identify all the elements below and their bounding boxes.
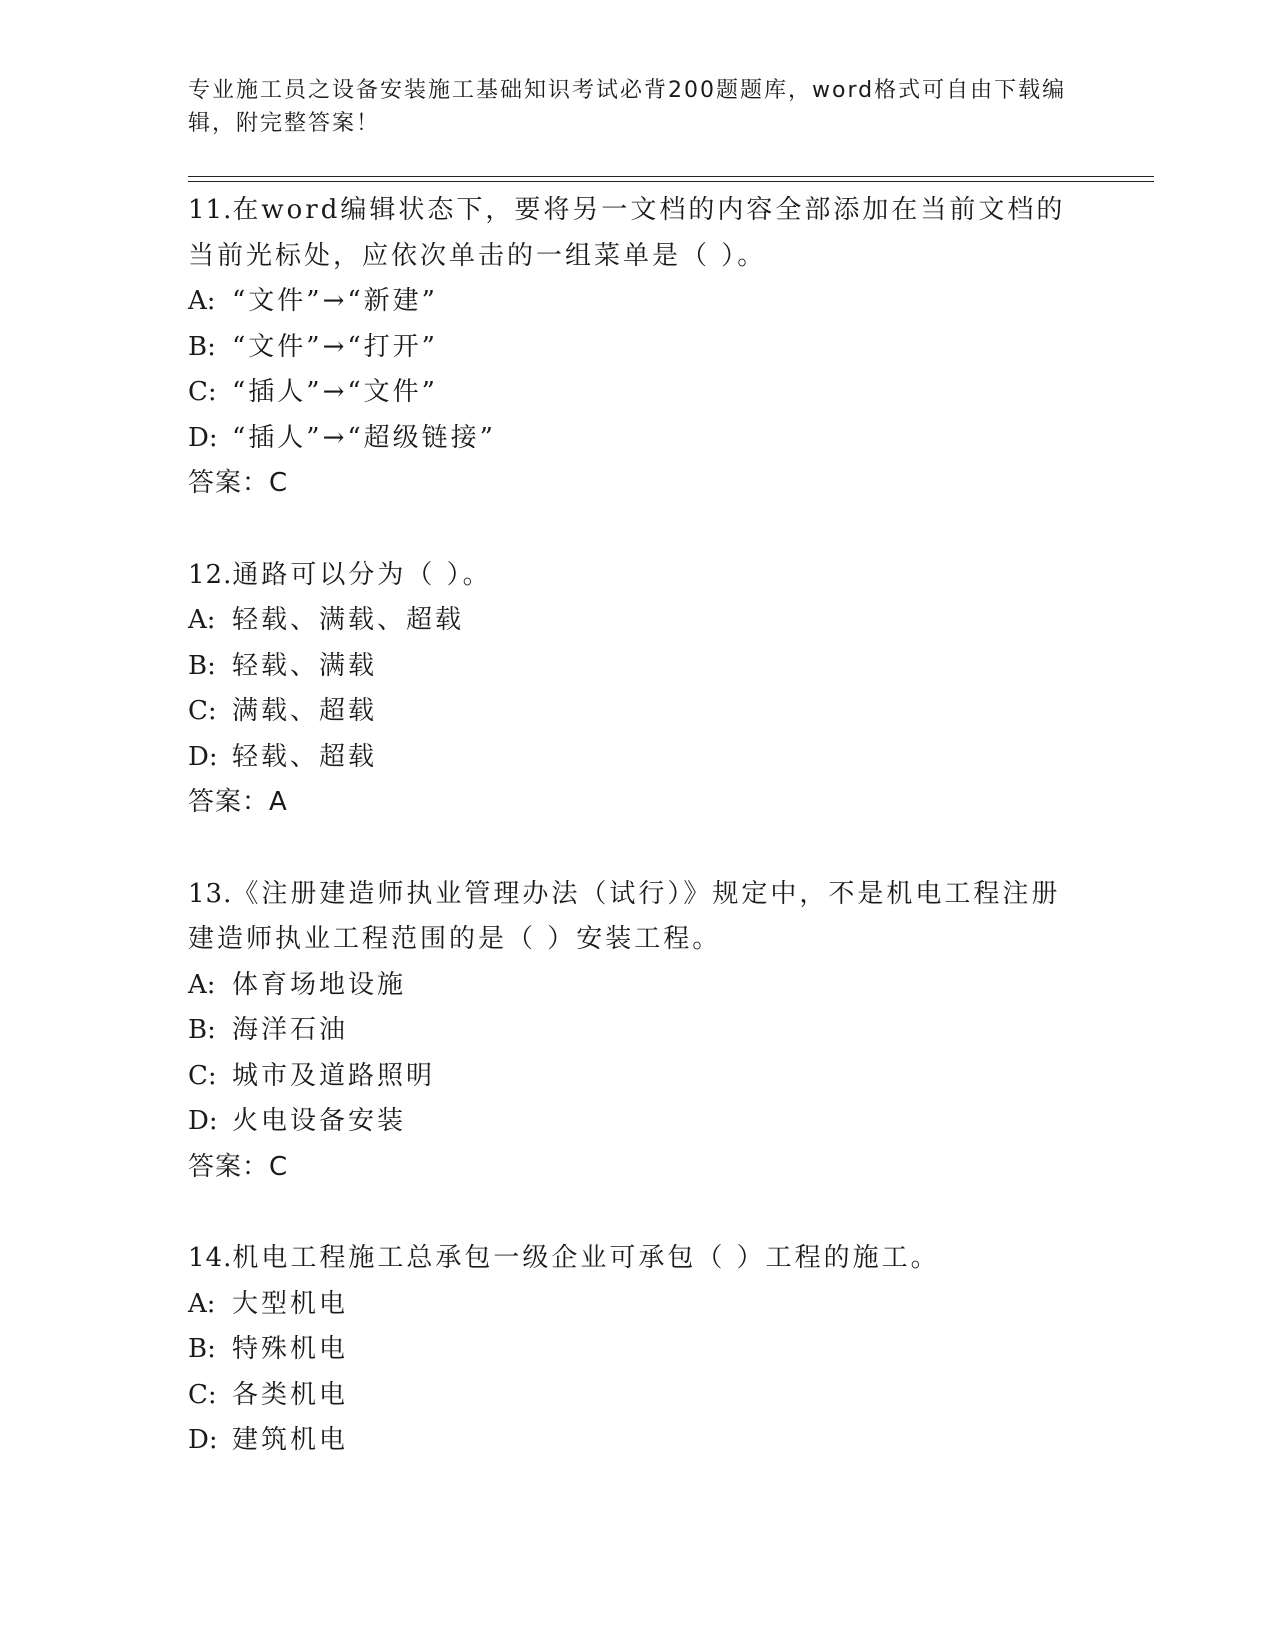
question-text: 《注册建造师执业管理办法（试行）》规定中，不是机电工程注册建造师执业工程范围的是（ ）安装工程。 [188,878,1061,954]
option-b [188,644,1088,690]
option-text: 满载、超载 [232,696,378,726]
option-text: 体育场地设施 [232,969,407,1000]
answer-line: 答案：A [188,787,288,817]
question-number: 11. [188,195,233,225]
option-letter: D: [188,422,218,453]
question-text: 通路可以分为（ ）。 [232,559,492,590]
option-a [188,963,1088,1009]
option-d [188,416,1088,462]
option-text: 轻载、满载 [232,650,378,681]
question-text: 在word编辑状态下，要将另一文档的内容全部添加在当前文档的当前光标处，应依次单击的一组菜单是（ ）。 [188,195,1066,271]
option-letter: C: [188,1060,217,1091]
header-divider-bottom [188,181,1154,182]
option-text: “插人”→“超级链接” [232,422,496,453]
option-c [188,689,1088,735]
question-12 [188,553,1088,826]
option-d [188,735,1088,781]
answer-line: 答案：C [188,468,289,498]
option-a [188,1282,1088,1328]
question-number: 14. [188,1243,233,1273]
option-letter: A: [188,605,216,635]
option-text: 轻载、满载、超载 [232,605,465,635]
option-letter: C: [188,377,217,407]
document-header [188,74,1068,140]
question-stem [188,872,1088,963]
option-c [188,1054,1088,1100]
option-letter: A: [188,286,216,316]
option-letter: B: [188,650,216,681]
option-c [188,370,1088,416]
answer-line: 答案：C [188,1151,289,1182]
option-text: 大型机电 [232,1288,349,1319]
option-b [188,325,1088,371]
option-letter: D: [188,1106,218,1136]
option-text: 建筑机电 [232,1425,349,1455]
question-text: 机电工程施工总承包一级企业可承包（ ）工程的施工。 [232,1243,940,1273]
question-number: 12. [188,559,233,590]
question-stem [188,188,1088,279]
option-text: 海洋石油 [232,1015,349,1045]
option-b [188,1327,1088,1373]
option-letter: B: [188,1015,216,1045]
header-divider-top [188,176,1154,177]
option-text: 城市及道路照明 [232,1060,436,1091]
question-14 [188,1236,1088,1464]
option-letter: B: [188,1334,216,1364]
option-text: 火电设备安装 [232,1106,407,1136]
option-text: 轻载、超载 [232,741,378,772]
option-letter: B: [188,331,216,362]
question-number: 13. [188,878,233,909]
option-d [188,1099,1088,1145]
option-text: “文件”→“打开” [232,331,438,362]
option-text: 各类机电 [232,1379,349,1410]
question-13 [188,872,1088,1191]
option-letter: A: [188,969,216,1000]
option-text: “文件”→“新建” [232,286,438,316]
option-a [188,598,1088,644]
option-letter: C: [188,1379,217,1410]
option-letter: A: [188,1288,216,1319]
option-text: 特殊机电 [232,1334,349,1364]
question-11 [188,188,1088,507]
question-stem [188,1236,1088,1282]
option-text: “插人”→“文件” [232,377,438,407]
header-title: 专业施工员之设备安装施工基础知识考试必背200题题库，word格式可自由下载编辑，附完整答案！ [188,78,1067,136]
option-a [188,279,1088,325]
option-b [188,1008,1088,1054]
question-list [188,188,1088,1510]
option-d [188,1418,1088,1464]
option-letter: C: [188,696,217,726]
option-letter: D: [188,1425,218,1455]
option-c [188,1373,1088,1419]
option-letter: D: [188,741,218,772]
question-stem [188,553,1088,599]
